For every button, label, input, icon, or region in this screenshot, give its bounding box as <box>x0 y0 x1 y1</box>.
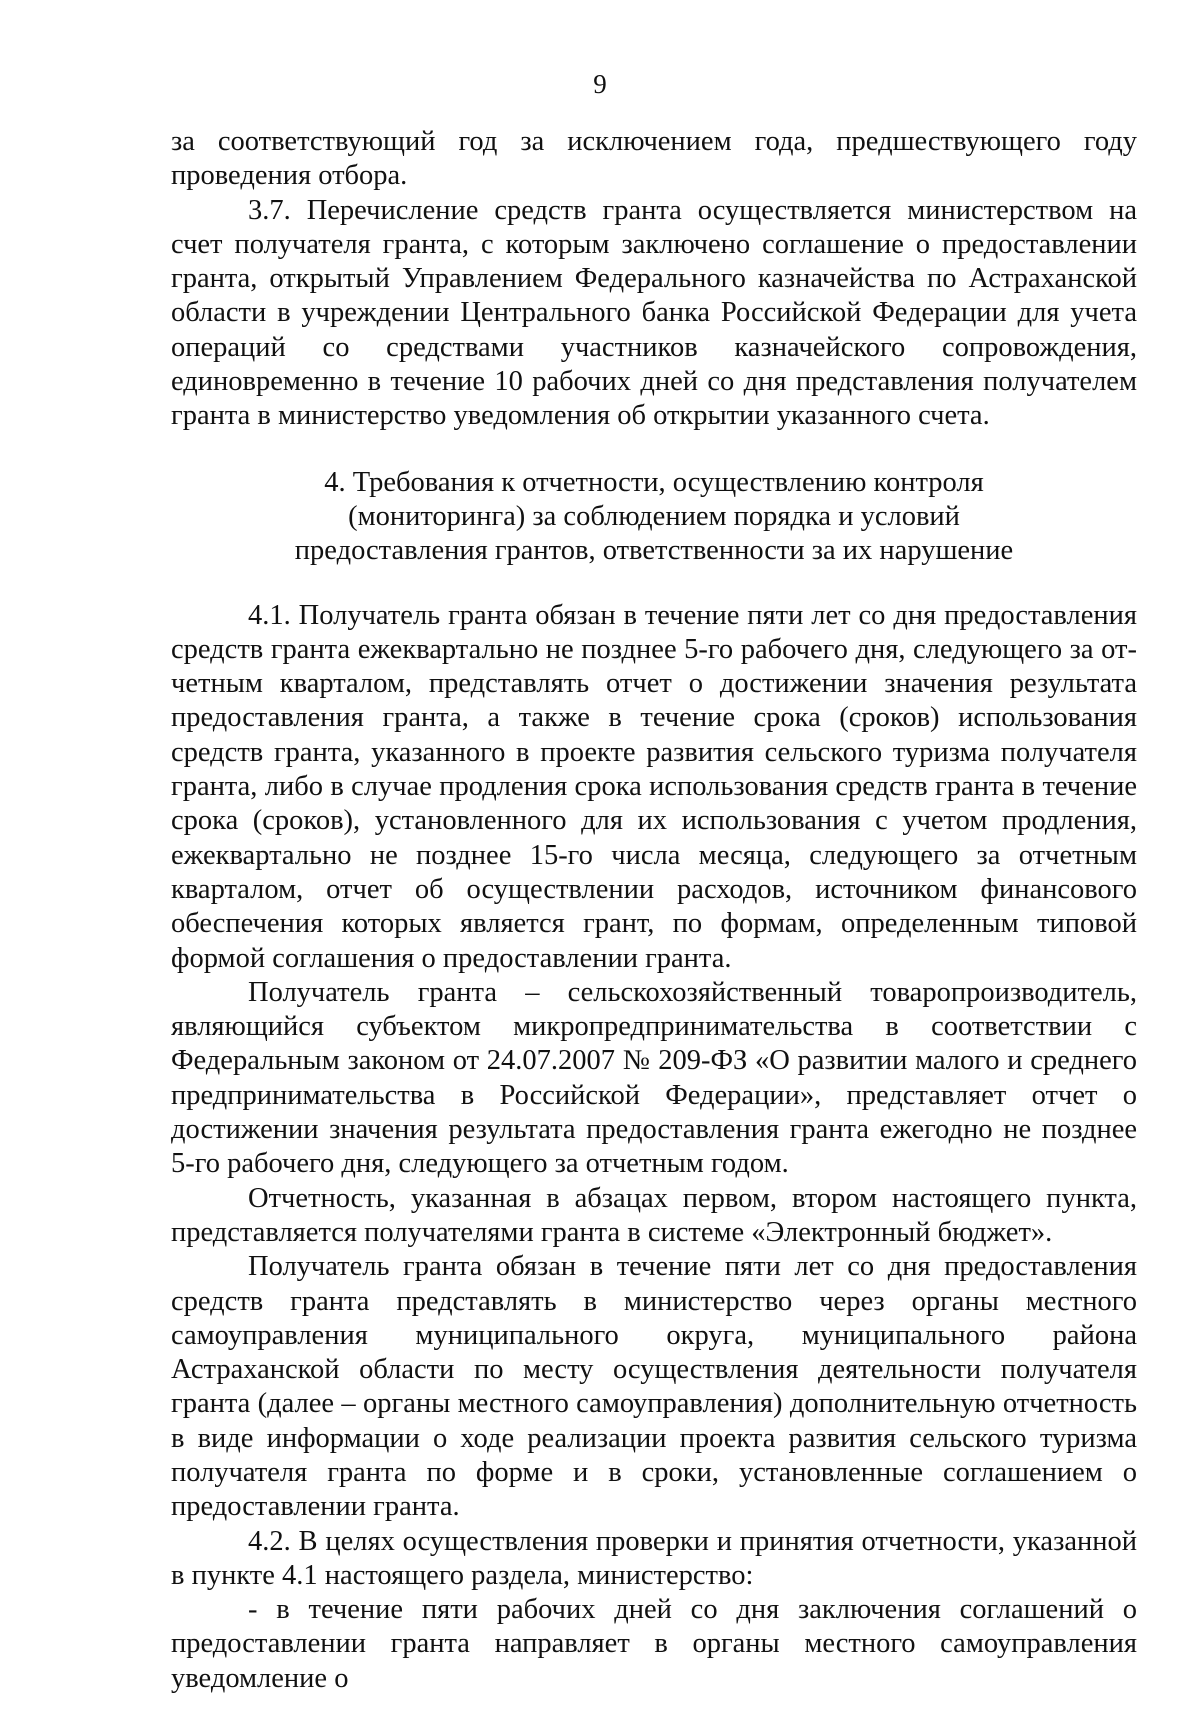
paragraph-electronic-budget: Отчетность, указанная в абзацах первом, втором настоящего пункта, представляется получателями гранта в системе «Электронный бюджет». <box>171 1182 1137 1248</box>
paragraph-3-7: 3.7. Перечисление средств гранта осуществляется министерством на счет получателя гранта, с которым заключено соглашение о предоставлении гранта, открытый Управлением Федерального казначейства по Астраханской области в учреждении Центрального банка Российской Федерации для учета операций со средствами участников казначейского сопровождения, единовременно в течение 10 рабочих дней со дня представления получателем гранта в министерство уведомления об открытии указанного счета. <box>171 194 1137 432</box>
document-body <box>171 125 1137 1696</box>
section-heading-4 <box>171 466 1137 569</box>
paragraph-microenterprise: Получатель гранта – сельскохозяйственный товаропроизводитель, являющийся субъектом микропредпринимательства в соответствии с Федеральным законом от 24.07.2007 № 209-ФЗ «О развитии малого и среднего предпринимательства в Российской Федерации», представляет отчет о достижении значения результата предоставления гранта ежегодно не позднее 5-го рабочего дня, следующего за отчетным годом. <box>171 976 1137 1180</box>
paragraph-continuation: за соответствующий год за исключением года, предшествующего году проведения отбора. <box>171 126 1137 192</box>
section-heading-line: 4. Требования к отчетности, осуществлению контроля <box>324 466 984 498</box>
paragraph-4-1: 4.1. Получатель гранта обязан в течение пяти лет со дня предоставления средств гранта ежеквартально не позднее 5-го рабочего дня, следующего за отчетным кварталом, представлять отчет о достижении значения результата предоставления гранта, а также в течение срока (сроков) использования средств гранта, указанного в проекте развития сельского туризма получателя гранта, либо в случае продления срока использования средств гранта в течение срока (сроков), установленного для их использования с учетом продления, ежеквартально не позднее 15-го числа месяца, следующего за отчетным кварталом, отчет об осуществлении расходов, источником финансового обеспечения которых является грант, по формам, определенным типовой формой соглашения о предоставлении гранта. <box>171 599 1137 974</box>
section-heading-line: предоставления грантов, ответственности за их нарушение <box>294 535 1014 567</box>
page-number: 9 <box>593 69 607 99</box>
paragraph-4-2: 4.2. В целях осуществления проверки и принятия отчетности, указанной в пункте 4.1 настоящего раздела, министерство: <box>171 1525 1137 1591</box>
paragraph-additional-reporting: Получатель гранта обязан в течение пяти лет со дня предоставления средств гранта представлять в министерство через органы местного самоуправления муниципального округа, муниципального района Астраханской области по месту осуществления деятельности получателя гранта (далее – органы местного самоуправления) дополнительную отчетность в виде информации о ходе реализации проекта развития сельского туризма получателя гранта по форме и в сроки, установленные соглашением о предоставлении гранта. <box>171 1251 1137 1523</box>
paragraph-list-item: - в течение пяти рабочих дней со дня заключения соглашений о предоставлении гранта направляет в органы местного самоуправления уведомление о <box>171 1594 1137 1694</box>
section-heading-line: (мониторинга) за соблюдением порядка и условий <box>348 500 960 532</box>
